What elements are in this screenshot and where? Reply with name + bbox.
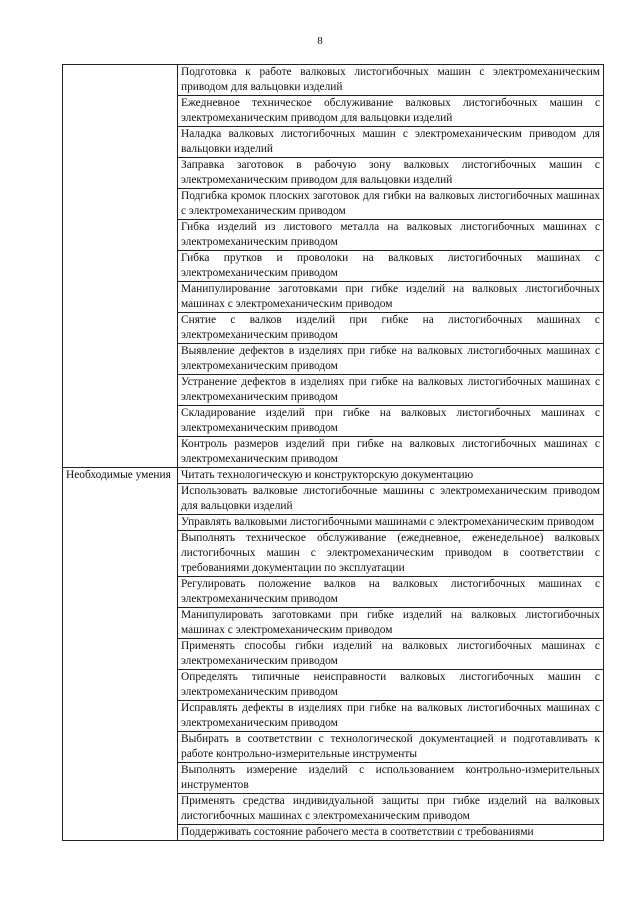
table-cell: Заправка заготовок в рабочую зону валковых листогибочных машин с электромеханическим приводом для вальцовки изделий xyxy=(178,158,604,189)
table-cell: Манипулирование заготовками при гибке изделий на валковых листогибочных машинах с электромеханическим приводом xyxy=(178,282,604,313)
table-row xyxy=(63,468,604,484)
table-cell: Выбирать в соответствии с технологической документацией и подготавливать к работе контрольно-измерительные инструменты xyxy=(178,732,604,763)
section-label: Необходимые умения xyxy=(63,468,178,841)
table-cell: Регулировать положение валков на валковых листогибочных машинах с электромеханическим приводом xyxy=(178,577,604,608)
table-cell: Гибка изделий из листового металла на валковых листогибочных машинах с электромеханическим приводом xyxy=(178,220,604,251)
table-cell: Контроль размеров изделий при гибке на валковых листогибочных машинах с электромеханическим приводом xyxy=(178,437,604,468)
table-cell: Применять способы гибки изделий на валковых листогибочных машинах с электромеханическим приводом xyxy=(178,639,604,670)
table-cell: Наладка валковых листогибочных машин с электромеханическим приводом для вальцовки изделий xyxy=(178,127,604,158)
table-cell: Складирование изделий при гибке на валковых листогибочных машинах с электромеханическим приводом xyxy=(178,406,604,437)
table-cell: Снятие с валков изделий при гибке на листогибочных машинах с электромеханическим приводом xyxy=(178,313,604,344)
section-label xyxy=(63,65,178,468)
table-cell: Определять типичные неисправности валковых листогибочных машин с электромеханическим приводом xyxy=(178,670,604,701)
table-cell: Ежедневное техническое обслуживание валковых листогибочных машин с электромеханическим приводом для вальцовки изделий xyxy=(178,96,604,127)
table-cell: Выполнять техническое обслуживание (ежедневное, еженедельное) валковых листогибочных машин с электромеханическим приводом в соответствии с требованиями документации по эксплуатации xyxy=(178,531,604,577)
table-cell: Подготовка к работе валковых листогибочных машин с электромеханическим приводом для вальцовки изделий xyxy=(178,65,604,96)
table-cell: Исправлять дефекты в изделиях при гибке на валковых листогибочных машинах с электромеханическим приводом xyxy=(178,701,604,732)
table-cell: Манипулировать заготовками при гибке изделий на валковых листогибочных машинах с электромеханическим приводом xyxy=(178,608,604,639)
table-cell: Подгибка кромок плоских заготовок для гибки на валковых листогибочных машинах с электромеханическим приводом xyxy=(178,189,604,220)
table-cell: Читать технологическую и конструкторскую документацию xyxy=(178,468,604,484)
table-cell: Выполнять измерение изделий с использованием контрольно-измерительных инструментов xyxy=(178,763,604,794)
requirements-table xyxy=(62,64,604,841)
table-cell: Гибка прутков и проволоки на валковых листогибочных машинах с электромеханическим приводом xyxy=(178,251,604,282)
table-cell: Применять средства индивидуальной защиты при гибке изделий на валковых листогибочных машинах с электромеханическим приводом xyxy=(178,794,604,825)
table-body xyxy=(63,65,604,841)
page-number: 8 xyxy=(317,35,323,47)
table-cell: Выявление дефектов в изделиях при гибке на валковых листогибочных машинах с электромеханическим приводом xyxy=(178,344,604,375)
table-cell: Использовать валковые листогибочные машины с электромеханическим приводом для вальцовки изделий xyxy=(178,484,604,515)
table-cell: Устранение дефектов в изделиях при гибке на валковых листогибочных машинах с электромеханическим приводом xyxy=(178,375,604,406)
table-row xyxy=(63,65,604,96)
table-cell: Управлять валковыми листогибочными машинами с электромеханическим приводом xyxy=(178,515,604,531)
table-cell: Поддерживать состояние рабочего места в соответствии с требованиями xyxy=(178,825,604,841)
